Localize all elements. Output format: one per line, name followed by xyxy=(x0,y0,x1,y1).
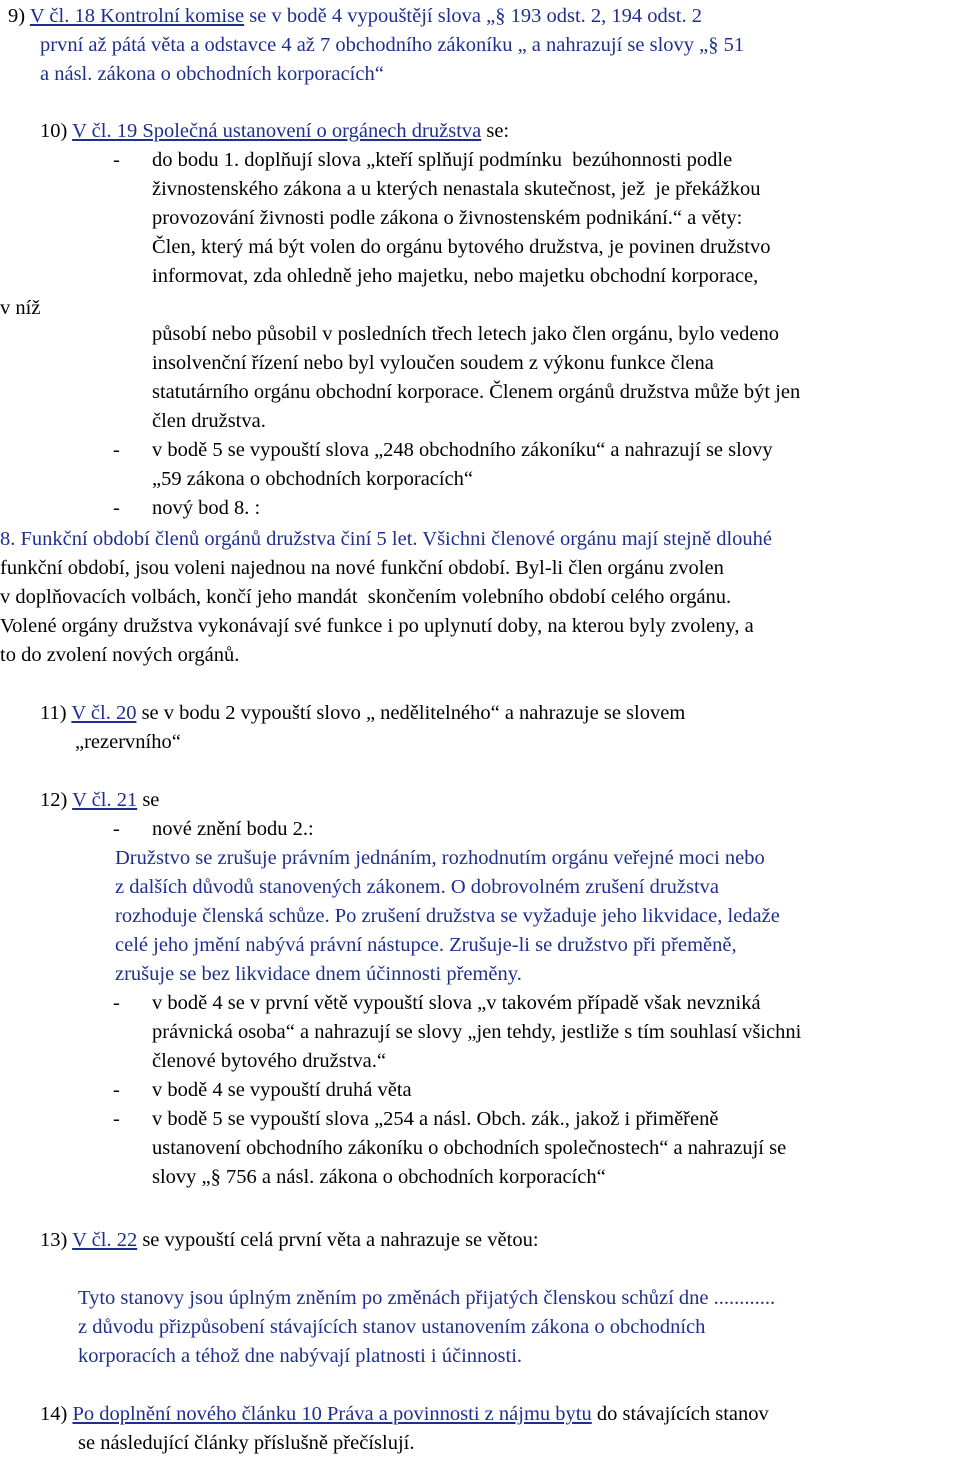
item-number: 10) xyxy=(40,120,68,142)
list-dash: - xyxy=(113,149,120,171)
item-10-point-8-line: 8. Funkční období členů orgánů družstva činí 5 let. Všichni členové orgánu mají stejně dlouhé xyxy=(0,528,773,550)
item-13-paragraph-line: Tyto stanovy jsou úplným zněním po změnách přijatých členskou schůzí dne ............ xyxy=(78,1287,776,1309)
text: se vypouští celá první věta a nahrazuje se větou: xyxy=(137,1229,539,1251)
item-number: 11) xyxy=(40,702,67,724)
item-12-dash-1: nové znění bodu 2.: xyxy=(152,818,314,840)
item-14-line-1 xyxy=(40,1400,769,1429)
item-10-point-8-line: to do zvolení nových orgánů. xyxy=(0,644,240,666)
list-dash: - xyxy=(113,818,120,840)
item-number: 9) xyxy=(8,5,26,27)
text: se: xyxy=(481,120,510,142)
article-reference-link[interactable]: V čl. 22 xyxy=(72,1229,138,1251)
list-dash: - xyxy=(113,1079,120,1101)
item-12-paragraph-line: zrušuje se bez likvidace dnem účinnosti přeměny. xyxy=(115,963,522,985)
item-12-dash-2-line: členové bytového družstva.“ xyxy=(152,1050,386,1072)
item-10-dash-3: nový bod 8. : xyxy=(152,497,261,519)
item-10-heading xyxy=(40,117,509,146)
item-10-dash-1-line: insolvenční řízení nebo byl vyloučen soudem z výkonu funkce člena xyxy=(152,352,714,374)
item-9-line-2: první až pátá věta a odstavce 4 až 7 obchodního zákoníku „ a nahrazují se slovy „§ 51 xyxy=(40,34,745,56)
list-dash: - xyxy=(113,439,120,461)
text: se xyxy=(137,789,160,811)
item-10-dash-1-line: živnostenského zákona a u kterých nenastala skutečnost, jež je překážkou xyxy=(152,178,761,200)
text: do stávajících stanov xyxy=(591,1403,769,1425)
item-10-dash-1-line: statutárního orgánu obchodní korporace. Členem orgánů družstva může být jen xyxy=(152,381,801,403)
item-12-dash-4-line: ustanovení obchodního zákoníku o obchodních společnostech“ a nahrazují se xyxy=(152,1137,787,1159)
item-13-heading xyxy=(40,1226,539,1255)
item-10-point-8-line: v doplňovacích volbách, končí jeho mandát skončením volebního období celého orgánu. xyxy=(0,586,732,608)
item-10-point-8-line: Volené orgány družstva vykonávají své funkce i po uplynutí doby, na kterou byly zvoleny, a xyxy=(0,615,754,637)
item-11-line-1 xyxy=(40,699,685,728)
item-10-dash-2-line: „59 zákona o obchodních korporacích“ xyxy=(152,468,474,490)
item-14-line-2: se následující články příslušně přečíslují. xyxy=(78,1432,415,1454)
item-9-line-1 xyxy=(8,2,702,31)
item-number: 13) xyxy=(40,1229,68,1251)
side-label: v níž xyxy=(0,297,41,319)
list-dash: - xyxy=(113,1108,120,1130)
article-reference-link[interactable]: Po doplnění nového článku 10 Práva a povinnosti z nájmu bytu xyxy=(72,1403,592,1425)
item-12-dash-2-line: v bodě 4 se v první větě vypouští slova „v takovém případě však nevzniká xyxy=(152,992,761,1014)
item-10-dash-1-line: působí nebo působil v posledních třech letech jako člen orgánu, bylo vedeno xyxy=(152,323,780,345)
item-12-dash-4-line: slovy „§ 756 a násl. zákona o obchodních korporacích“ xyxy=(152,1166,606,1188)
item-11-line-2: „rezervního“ xyxy=(75,731,181,753)
item-9-line-3: a násl. zákona o obchodních korporacích“ xyxy=(40,63,384,85)
list-dash: - xyxy=(113,992,120,1014)
item-10-dash-1-line: informovat, zda ohledně jeho majetku, nebo majetku obchodní korporace, xyxy=(152,265,759,287)
item-number: 14) xyxy=(40,1403,68,1425)
article-reference-link[interactable]: V čl. 20 xyxy=(71,702,137,724)
text: se v bodě 4 vypouštějí slova „§ 193 odst. 2, 194 odst. 2 xyxy=(244,5,702,27)
item-12-paragraph-line: rozhoduje členská schůze. Po zrušení družstva se vyžaduje jeho likvidace, ledaže xyxy=(115,905,780,927)
item-10-point-8-line: funkční období, jsou voleni najednou na nové funkční období. Byl-li člen orgánu zvolen xyxy=(0,557,724,579)
item-10-dash-1-line: do bodu 1. doplňují slova „kteří splňují podmínku bezúhonnosti podle xyxy=(152,149,733,171)
item-10-dash-1-line: provozování živnosti podle zákona o živnostenském podnikání.“ a věty: xyxy=(152,207,743,229)
item-13-paragraph-line: korporacích a téhož dne nabývají platnosti i účinnosti. xyxy=(78,1345,523,1367)
item-12-paragraph-line: z dalších důvodů stanovených zákonem. O dobrovolném zrušení družstva xyxy=(115,876,720,898)
item-12-dash-3: v bodě 4 se vypouští druhá věta xyxy=(152,1079,412,1101)
item-10-dash-1-line: Člen, který má být volen do orgánu bytového družstva, je povinen družstvo xyxy=(152,236,771,258)
item-12-dash-2-line: právnická osoba“ a nahrazují se slovy „jen tehdy, jestliže s tím souhlasí všichni xyxy=(152,1021,802,1043)
item-12-paragraph-line: celé jeho jmění nabývá právní nástupce. Zrušuje-li se družstvo při přeměně, xyxy=(115,934,737,956)
article-reference-link[interactable]: V čl. 21 xyxy=(72,789,138,811)
article-reference-link[interactable]: V čl. 18 Kontrolní komise xyxy=(29,5,245,27)
article-reference-link[interactable]: V čl. 19 Společná ustanovení o orgánech družstva xyxy=(72,120,482,142)
item-12-heading xyxy=(40,786,159,815)
item-12-dash-4-line: v bodě 5 se vypouští slova „254 a násl. Obch. zák., jakož i přiměřeně xyxy=(152,1108,719,1130)
text: se v bodu 2 vypouští slovo „ nedělitelného“ a nahrazuje se slovem xyxy=(136,702,686,724)
item-10-dash-2-line: v bodě 5 se vypouští slova „248 obchodního zákoníku“ a nahrazují se slovy xyxy=(152,439,773,461)
item-10-dash-1-line: člen družstva. xyxy=(152,410,266,432)
list-dash: - xyxy=(113,497,120,519)
item-12-paragraph-line: Družstvo se zrušuje právním jednáním, rozhodnutím orgánu veřejné moci nebo xyxy=(115,847,765,869)
item-13-paragraph-line: z důvodu přizpůsobení stávajících stanov ustanovením zákona o obchodních xyxy=(78,1316,706,1338)
item-number: 12) xyxy=(40,789,68,811)
